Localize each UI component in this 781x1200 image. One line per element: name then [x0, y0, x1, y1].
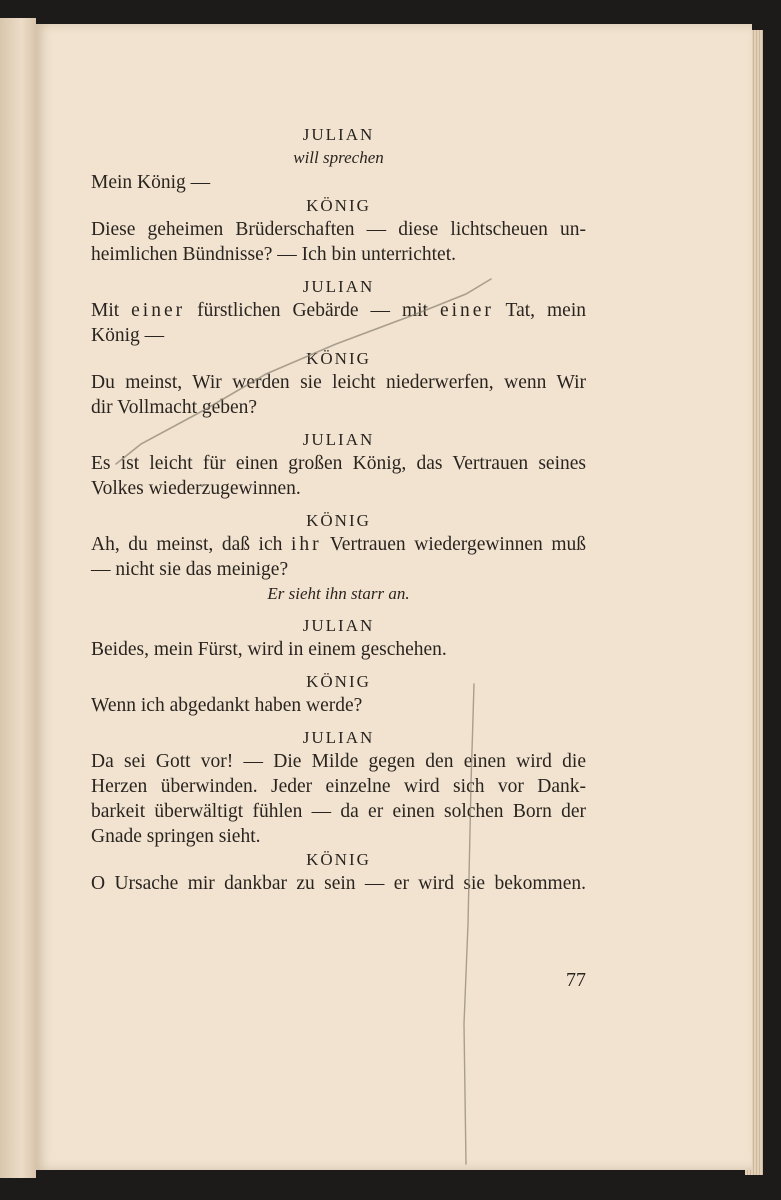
dialogue-line: Herzen überwinden. Jeder einzelne wird sich vor Dank-: [91, 776, 586, 797]
dialogue-line: Gnade springen sieht.: [91, 826, 261, 847]
dialogue-line: König —: [91, 325, 165, 346]
stage-direction: Er sieht ihn starr an.: [267, 584, 410, 603]
dialogue-line: heimlichen Bündnisse? — Ich bin unterrichtet.: [91, 244, 456, 265]
spaced-emphasis: einer: [131, 300, 186, 321]
facing-page-edge: [0, 18, 36, 1178]
dialogue-line: barkeit überwältigt fühlen — da er einen solchen Born der: [91, 801, 586, 822]
dialogue-line: O Ursache mir dankbar zu sein — er wird sie bekommen.: [91, 873, 586, 894]
speaker-name: JULIAN: [302, 616, 375, 635]
dialogue-line: Wenn ich abgedankt haben werde?: [91, 695, 363, 716]
speaker-name: JULIAN: [302, 430, 375, 449]
book-page: [36, 24, 752, 1170]
dialogue-line: Beides, mein Fürst, wird in einem geschehen.: [91, 639, 447, 660]
speaker-name: JULIAN: [302, 728, 375, 747]
dialogue-line: Mit einer fürstlichen Gebärde — mit einer Tat, mein: [91, 300, 586, 321]
dialogue-line: Es ist leicht für einen großen König, das Vertrauen seines: [91, 453, 586, 474]
speaker-name: KÖNIG: [306, 349, 371, 368]
speaker-name: KÖNIG: [306, 850, 371, 869]
dialogue-line: Da sei Gott vor! — Die Milde gegen den einen wird die: [91, 751, 586, 772]
dialogue-line: Mein König —: [91, 172, 211, 193]
speaker-name: KÖNIG: [306, 511, 371, 530]
dialogue-line: dir Vollmacht geben?: [91, 397, 258, 418]
play-text: [91, 124, 586, 896]
speaker-name: KÖNIG: [306, 672, 371, 691]
stage-direction: will sprechen: [293, 148, 384, 167]
dialogue-line: Du meinst, Wir werden sie leicht niederwerfen, wenn Wir: [91, 372, 586, 393]
speaker-name: KÖNIG: [306, 196, 371, 215]
dialogue-line: Ah, du meinst, daß ich ihr Vertrauen wiedergewinnen muß: [91, 534, 586, 555]
dialogue-line: — nicht sie das meinige?: [91, 559, 289, 580]
dialogue-line: Volkes wiederzugewinnen.: [91, 478, 301, 499]
spaced-emphasis: ihr: [290, 534, 322, 555]
speaker-name: JULIAN: [302, 125, 375, 144]
speaker-name: JULIAN: [302, 277, 375, 296]
spaced-emphasis: einer: [439, 300, 494, 321]
page-number: 77: [566, 969, 586, 991]
dialogue-line: Diese geheimen Brüderschaften — diese lichtscheuen un-: [91, 219, 586, 240]
